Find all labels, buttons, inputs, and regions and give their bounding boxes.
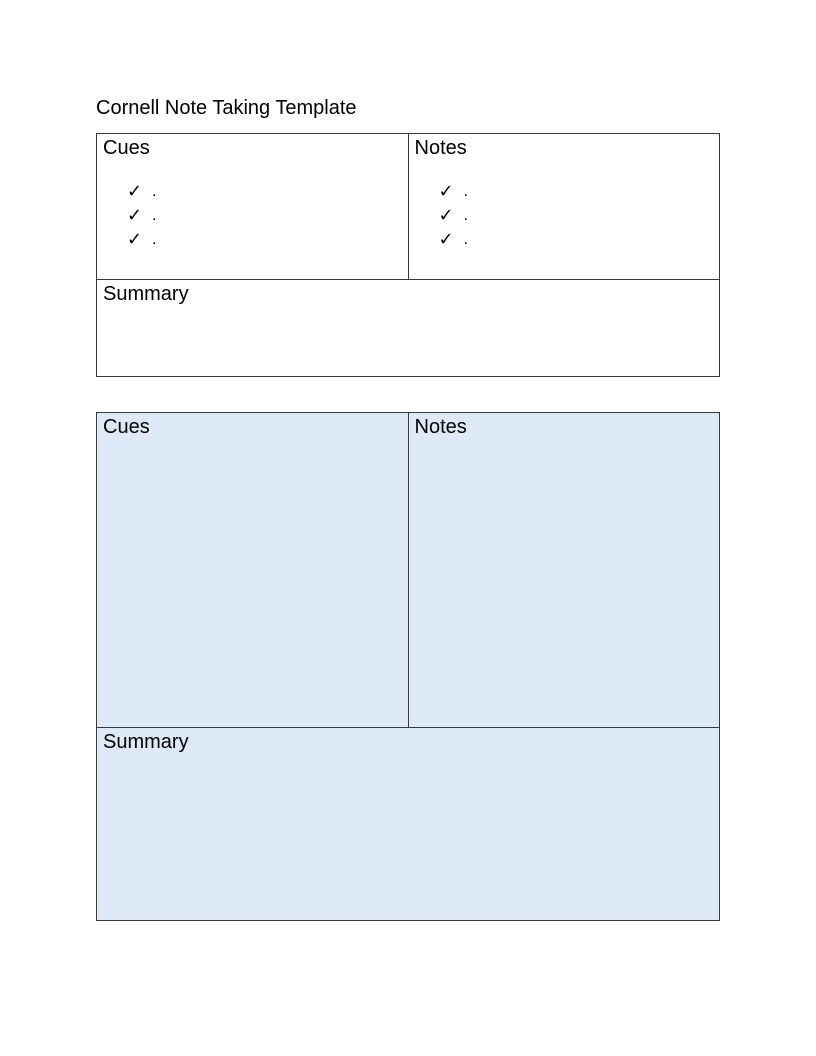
list-item <box>127 228 156 252</box>
table-1-cues-cell[interactable] <box>97 134 409 279</box>
checkmark-icon: ✓ <box>127 205 143 226</box>
list-item-text: . <box>152 183 157 200</box>
table-1-notes-heading: Notes <box>414 137 467 159</box>
table-1-notes-cell[interactable] <box>409 134 720 279</box>
list-item-text: . <box>463 183 468 200</box>
list-item-text: . <box>463 207 468 224</box>
table-1-notes-list <box>439 180 468 252</box>
table-2-notes-heading: Notes <box>414 416 467 438</box>
document-title: Cornell Note Taking Template <box>96 97 357 119</box>
list-item <box>439 204 468 228</box>
table-2-cues-cell[interactable] <box>97 413 409 727</box>
checkmark-icon: ✓ <box>438 229 454 250</box>
cornell-table-2 <box>96 412 720 921</box>
table-1-top-row <box>97 134 719 279</box>
checkmark-icon: ✓ <box>127 229 143 250</box>
table-2-cues-heading: Cues <box>103 416 150 438</box>
checkmark-icon: ✓ <box>438 205 454 226</box>
list-item <box>127 204 156 228</box>
table-2-notes-cell[interactable] <box>409 413 720 727</box>
table-2-top-row <box>97 413 719 727</box>
checkmark-icon: ✓ <box>438 181 454 202</box>
cornell-table-1 <box>96 133 720 377</box>
list-item-text: . <box>463 231 468 248</box>
table-2-summary-cell[interactable] <box>97 727 719 920</box>
table-1-cues-list <box>127 180 156 252</box>
list-item-text: . <box>152 207 157 224</box>
table-2-summary-heading: Summary <box>103 731 189 753</box>
table-1-cues-heading: Cues <box>103 137 150 159</box>
checkmark-icon: ✓ <box>127 181 143 202</box>
list-item <box>127 180 156 204</box>
table-1-summary-cell[interactable] <box>97 279 719 376</box>
table-1-summary-heading: Summary <box>103 283 189 305</box>
list-item-text: . <box>152 231 157 248</box>
list-item <box>439 180 468 204</box>
list-item <box>439 228 468 252</box>
